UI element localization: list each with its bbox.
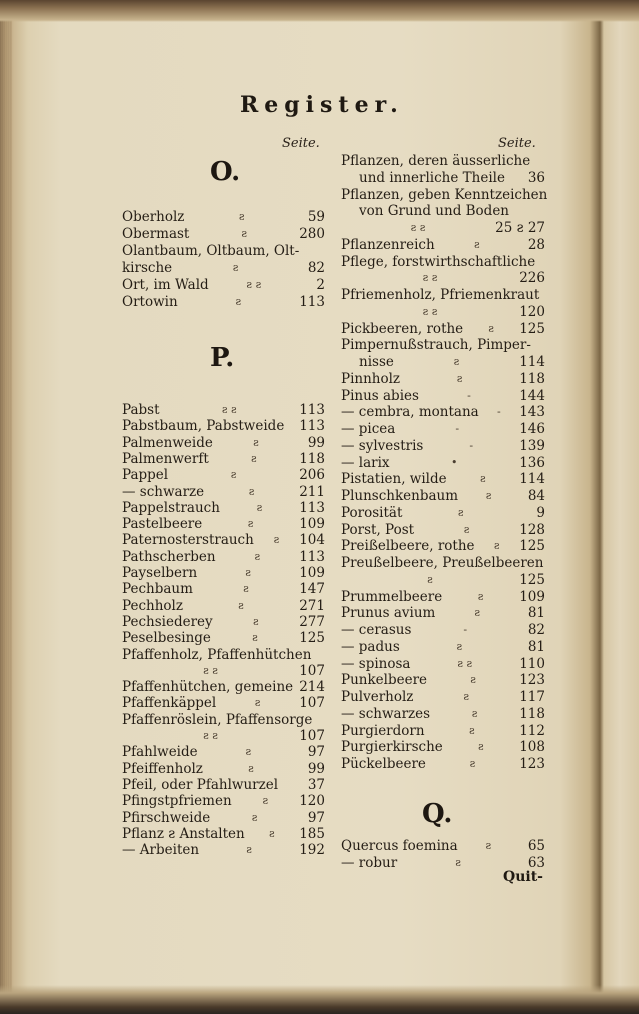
entry-term: — padus [341,638,400,655]
leader-mark: ƨ [269,826,275,840]
leader-mark: - [463,623,468,636]
leader-mark: ƨ [252,631,258,645]
entry-term: Pappel [122,467,169,484]
entry-page-number: 65 [527,838,545,854]
leader-mark: - [467,388,471,402]
entry-term: Punkelbeere [341,672,428,689]
entry-term: Pfaffenholz, Pfaffenhütchen [122,646,312,663]
index-entry [122,435,325,451]
index-entry [122,679,325,695]
entry-page-number: 82 [307,259,325,276]
entry-page-number: 117 [519,689,545,705]
leader-mark: ƨ [238,598,244,612]
entry-page-number: 109 [299,565,325,581]
entry-term: Pulverholz [341,689,414,705]
index-entry [341,572,545,588]
entry-page-number: 118 [519,370,545,387]
leader-mark: ƨ [477,589,484,603]
entry-page-number: 107 [299,695,325,712]
leader-mark: ƨ [474,606,480,620]
leader-mark: ƨ ƨ [457,656,473,670]
index-entry [341,555,545,571]
index-entry [122,500,325,516]
entry-term: Pappelstrauch [122,499,220,516]
index-entry [122,744,325,760]
leader-mark: • [451,455,458,469]
index-entry [341,538,545,554]
entry-page-number: 113 [299,402,325,418]
entry-page-number: 112 [519,722,545,739]
leader-mark: ƨ [254,549,261,563]
entry-term: Pfeil, oder Pfahlwurzel [122,776,279,793]
leader-mark: ƨ [485,489,492,502]
index-entry [122,663,325,679]
leader-mark: ƨ [470,673,476,687]
entry-term: Pflanzen, deren äusserliche [341,153,531,169]
leader-mark: ƨ [230,468,237,482]
leader-mark: ƨ [245,745,252,759]
index-entry [341,622,545,638]
index-entry [341,270,545,286]
entry-term: — picea [341,421,396,437]
index-entry [122,565,325,581]
entry-page-number [544,555,570,571]
entry-term: Pfahlweide [122,744,198,761]
index-entry [341,471,545,487]
leader-mark: ƨ [248,484,255,498]
entry-term: Pinnholz [341,370,401,387]
index-entry [341,220,545,236]
entry-page-number: 114 [519,354,545,370]
leader-mark: ƨ [248,761,254,775]
entry-term: Pathscherben [122,548,216,565]
index-entry [341,756,545,772]
entry-page-number: 82 [527,622,545,638]
leader-mark: ƨ [456,371,463,385]
entry-page-number [530,153,556,169]
entry-term: Pastelbeere [122,516,203,533]
entry-term: Purgierdorn [341,722,425,739]
leader-mark: ƨ [256,500,263,514]
entry-page-number: 25 ƨ 27 [495,220,545,236]
leader-mark: ƨ ƨ [203,663,218,677]
entry-page-number: 104 [299,532,325,549]
index-entry [122,294,325,310]
entry-term: Pfaffenröslein, Pfaffensorge [122,711,313,728]
leader-mark: ƨ [468,723,475,737]
entry-term: Olantbaum, Oltbaum, Olt- [122,242,300,259]
entry-term: Prummelbeere [341,588,443,605]
index-entry [122,793,325,809]
leader-mark: ƨ [247,517,254,531]
index-entry [341,421,545,437]
entry-page-number: 118 [519,705,545,722]
index-entry [341,203,545,219]
entry-term: und innerliche Theile [359,169,505,186]
entry-page-number [539,287,565,303]
index-entry [341,237,545,253]
entry-page-number: 185 [299,825,325,842]
index-entry [122,209,325,225]
entry-page-number: 192 [299,842,325,859]
index-entry [341,321,545,337]
section-letter-p: P. [210,343,235,373]
leader-mark: ƨ [456,639,463,653]
index-entry [341,354,545,370]
leader-mark: ƨ [493,539,500,553]
index-entry [341,488,545,504]
entry-page-number: 9 [536,504,545,521]
left-column-header: Seite. [282,136,320,151]
index-entry [122,402,325,418]
leader-mark: ƨ [463,522,470,536]
entry-term: Prunus avium [341,605,436,622]
entry-term: — cerasus [341,622,412,638]
entry-term: — larix [341,454,390,471]
entry-term: Palmenweide [122,434,213,451]
entry-page-number: 59 [307,209,325,225]
entry-term: Pechsiederey [122,613,213,630]
index-entry [122,630,325,646]
entry-term: — Arbeiten [122,842,200,859]
right-column-header: Seite. [498,136,536,151]
index-entry [122,260,325,276]
index-entry [122,277,325,293]
entry-page-number: 36 [527,169,545,186]
entry-page-number: 63 [527,854,545,871]
entry-page-number: 125 [299,630,325,647]
entry-page-number: 84 [527,488,545,504]
entry-page-number [535,254,561,270]
entry-page-number: 206 [299,467,325,484]
entry-page-number: 280 [299,225,325,242]
leader-mark: ƨ ƨ [410,221,426,234]
entry-page-number: 108 [519,739,545,756]
index-entry [122,418,325,434]
entry-page-number: 97 [307,744,325,761]
entry-page-number: 114 [519,471,545,488]
entry-term: von Grund und Boden [359,203,509,220]
entry-term: Pechbaum [122,581,193,598]
index-entry [341,304,545,320]
section-letter-q: Q. [422,799,453,829]
entry-page-number: 277 [299,613,325,630]
leader-mark: ƨ ƨ [422,271,438,285]
catchword: Quit- [503,869,543,885]
entry-term: Pfaffenhütchen, gemeine [122,679,294,696]
entry-page-number: 123 [519,672,545,689]
index-entry [341,404,545,420]
entry-page-number: 97 [307,809,325,826]
entry-page-number: 109 [519,588,545,605]
entry-term: Peselbesinge [122,630,211,647]
entry-page-number: 2 [316,276,325,293]
leader-mark: ƨ [471,706,478,720]
entry-page-number: 37 [307,776,325,793]
index-entry [341,838,545,854]
entry-term: Purgierkirsche [341,739,443,756]
leader-mark: ƨ [427,572,433,586]
entry-page-number [531,337,557,353]
index-entry [341,739,545,755]
entry-term: Ortowin [122,293,178,310]
leader-mark: - [455,422,460,435]
index-entry [122,728,325,744]
entry-page-number: 143 [519,404,545,421]
entry-page-number: 146 [519,421,545,437]
leader-mark: ƨ [253,435,259,449]
leader-mark: ƨ [463,690,470,703]
index-entry [122,598,325,614]
index-entry [122,243,325,259]
leader-mark: ƨ [243,582,249,596]
index-entry [122,516,325,532]
index-entry [122,549,325,565]
entry-term: Pfirschweide [122,809,211,826]
entry-term: Preißelbeere, rothe [341,538,475,555]
index-entry [341,689,545,705]
leader-mark: ƨ [469,757,476,770]
index-entry [122,810,325,826]
entry-page-number: 113 [299,293,325,310]
entry-term: kirsche [122,259,173,276]
index-entry [122,532,325,548]
index-entry [122,777,325,793]
index-entry [122,581,325,597]
entry-term: Pickbeeren, rothe [341,320,464,337]
entry-page-number: 226 [519,270,545,287]
entry-page-number: 107 [299,728,325,744]
index-entry [341,186,548,203]
entry-term: Oberholz [122,209,185,225]
leader-mark: ƨ [479,472,486,486]
leader-mark: ƨ ƨ [203,729,218,742]
entry-term: — sylvestris [341,437,424,454]
leader-mark: ƨ [235,294,242,308]
entry-term: nisse [359,354,394,370]
entry-page-number: 113 [299,548,325,565]
entry-page-number: 120 [299,793,325,810]
leader-mark: ƨ [253,614,259,628]
leader-mark: ƨ ƨ [422,304,438,318]
entry-page-number: 107 [299,662,325,679]
leader-mark: ƨ [232,260,239,274]
entry-page-number: 118 [299,450,325,467]
leader-mark: ƨ [455,855,461,869]
entry-term: Porst, Post [341,521,415,538]
entry-term: Pfeiffenholz [122,760,203,777]
entry-page-number: 125 [519,571,545,588]
entry-page-number: 120 [519,303,545,320]
entry-page-number: 99 [307,434,325,451]
entry-page-number: 99 [307,760,325,777]
leader-mark: ƨ [478,740,484,754]
entry-page-number: 81 [527,605,545,622]
entry-page-number: 125 [519,538,545,555]
index-entry [122,842,325,858]
entry-term: Pabst [122,402,160,418]
entry-page-number: 271 [299,597,325,614]
entry-term: — schwarzes [341,705,431,722]
entry-term: Pflanzen, geben Kenntzeichen [341,186,548,203]
entry-term: — cembra, montana [341,404,479,421]
leader-mark: ƨ [241,226,247,240]
entry-term: Palmenwerft [122,450,209,467]
index-entry [341,455,545,471]
entry-page-number: 125 [519,320,545,337]
index-entry [122,484,325,500]
index-entry [341,254,545,270]
entry-term: Ort, im Wald [122,276,209,293]
leader-mark: ƨ [238,210,245,223]
leader-mark: ƨ ƨ [221,403,237,416]
entry-term: Pechholz [122,597,183,614]
entry-term: — schwarze [122,483,205,500]
index-entry [341,589,545,605]
index-entry [122,826,325,842]
entry-term: Preußelbeere, Preußelbeeren [341,555,544,571]
index-entry [341,337,545,353]
leader-mark [284,418,299,434]
entry-term: Pinus abies [341,387,419,404]
index-entry [122,451,325,467]
leader-mark: ƨ [453,355,460,368]
entry-term: Paternosterstrauch [122,532,254,549]
index-entry [341,706,545,722]
index-entry [341,605,545,621]
entry-term: Payselbern [122,565,198,581]
entry-page-number: 147 [299,581,325,598]
index-entry [341,170,545,186]
index-entry [122,695,325,711]
leader-mark: - [469,438,474,452]
entry-term: Pflanzenreich [341,236,435,253]
leader-mark: ƨ [273,533,280,547]
entry-term: Quercus foemina [341,838,458,854]
entry-page-number: 123 [519,756,545,772]
index-entry [341,639,545,655]
entry-term: Pimpernußstrauch, Pimper- [341,337,531,354]
entry-term: Obermast [122,225,190,242]
leader-mark: ƨ [488,321,494,335]
entry-term: Pistatien, wilde [341,471,447,488]
index-entry [341,672,545,688]
entry-term: — spinosa [341,655,411,672]
leader-mark [505,170,519,186]
leader-mark: ƨ [254,696,261,710]
leader-mark [278,777,299,793]
entry-page-number: 81 [527,638,545,655]
index-entry [122,467,325,483]
index-entry [341,287,545,303]
entry-page-number: 214 [299,679,325,696]
index-entry [122,614,325,630]
index-entry [341,505,545,521]
entry-term: Porosität [341,504,403,521]
index-entry [122,712,325,728]
leader-mark: ƨ [485,839,492,852]
leader-mark: ƨ [251,451,257,465]
entry-term: Plunschkenbaum [341,488,459,504]
leader-mark: ƨ [251,810,258,824]
leader-mark [509,203,519,219]
index-entry [122,226,325,242]
entry-term: Pfriemenholz, Pfriemenkraut [341,287,540,303]
entry-page-number: 144 [519,387,545,404]
leader-mark: ƨ [245,566,251,579]
entry-page-number: 113 [299,499,325,516]
page-title: Register. [240,92,404,118]
leader-mark: - [497,405,501,419]
entry-term: Pflanz ƨ Anstalten [122,825,245,842]
leader-mark: ƨ [457,505,464,519]
index-entry [122,647,325,663]
index-entry [341,371,545,387]
index-entry [341,522,545,538]
entry-term: Pückelbeere [341,756,426,772]
entry-page-number [519,203,545,219]
index-entry [341,153,545,169]
entry-term: Pflege, forstwirthschaftliche [341,253,536,270]
entry-page-number: 113 [299,418,325,435]
index-entry [341,388,545,404]
entry-page-number: 139 [519,437,545,454]
entry-page-number [311,647,337,663]
entry-page-number: 109 [299,516,325,533]
leader-mark: ƨ ƨ [246,277,262,291]
section-letter-o: O. [210,157,241,187]
entry-page-number [299,243,325,259]
index-entry [341,438,545,454]
entry-page-number: 128 [519,521,545,538]
index-entry [341,656,545,672]
entry-page-number: 110 [519,655,545,672]
leader-mark: ƨ [474,237,480,251]
entry-page-number [312,712,338,728]
entry-page-number: 211 [299,483,325,500]
leader-mark: ƨ [262,794,269,808]
entry-term: Pfaffenkäppel [122,695,217,712]
leader-mark: ƨ [246,843,252,857]
index-entry [341,723,545,739]
entry-term: Pfingstpfriemen [122,793,232,810]
index-entry [122,761,325,777]
entry-page-number: 28 [527,236,545,253]
entry-page-number [547,187,573,203]
entry-term: — robur [341,854,398,871]
entry-term: Pabstbaum, Pabstweide [122,418,285,435]
entry-page-number: 136 [519,454,545,471]
